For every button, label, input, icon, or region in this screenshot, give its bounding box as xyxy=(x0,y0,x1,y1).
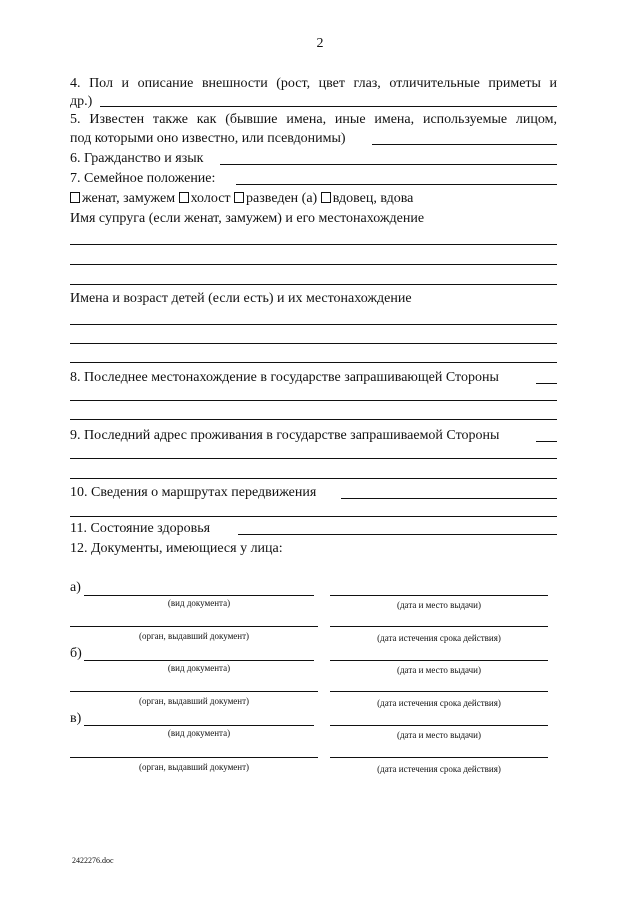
item7-label: 7. Семейное положение: xyxy=(70,171,216,186)
children-line-1[interactable] xyxy=(70,324,557,325)
item12-label: 12. Документы, имеющиеся у лица: xyxy=(70,541,283,556)
page-number: 2 xyxy=(316,36,324,51)
doc-c-type-caption: (вид документа) xyxy=(167,728,231,738)
married-label: женат, замужем xyxy=(82,191,176,206)
item8-label: 8. Последнее местонахождение в государстве запрашивающей Стороны xyxy=(70,370,499,385)
doc-c-type-line[interactable] xyxy=(84,725,314,726)
item4-line1: 4. Пол и описание внешности (рост, цвет глаз, отличительные приметы и xyxy=(70,76,557,91)
single-label: холост xyxy=(190,191,231,206)
item9-answer-line[interactable] xyxy=(536,441,557,442)
doc-b-expiry-line[interactable] xyxy=(330,691,548,692)
children-label: Имена и возраст детей (если есть) и их местонахождение xyxy=(70,291,412,306)
doc-c-expiry-line[interactable] xyxy=(330,757,548,758)
spouse-line-2[interactable] xyxy=(70,264,557,265)
doc-b-issue-caption: (дата и место выдачи) xyxy=(396,665,481,675)
divorced-checkbox[interactable] xyxy=(234,192,244,203)
doc-c-authority-line[interactable] xyxy=(70,757,318,758)
doc-b-authority-line[interactable] xyxy=(70,691,318,692)
item10-line-2[interactable] xyxy=(70,516,557,517)
item8-line-2[interactable] xyxy=(70,400,557,401)
doc-c-expiry-caption: (дата истечения срока действия) xyxy=(377,764,501,774)
doc-c-marker: в) xyxy=(70,711,82,726)
doc-c-issue-caption: (дата и место выдачи) xyxy=(396,730,481,740)
doc-b-marker: б) xyxy=(70,646,82,661)
item5-answer-line[interactable] xyxy=(372,144,557,145)
item9-line-2[interactable] xyxy=(70,458,557,459)
single-checkbox[interactable] xyxy=(179,192,189,203)
item7-answer-line[interactable] xyxy=(236,184,557,185)
doc-b-type-caption: (вид документа) xyxy=(167,663,231,673)
item8-line-3[interactable] xyxy=(70,419,557,420)
doc-c-authority-caption: (орган, выдавший документ) xyxy=(138,762,250,772)
doc-b-issue-line[interactable] xyxy=(330,660,548,661)
item10-label: 10. Сведения о маршрутах передвижения xyxy=(70,485,317,500)
item11-label: 11. Состояние здоровья xyxy=(70,521,211,536)
doc-a-type-line[interactable] xyxy=(84,595,314,596)
doc-a-authority-caption: (орган, выдавший документ) xyxy=(138,631,250,641)
item11-answer-line[interactable] xyxy=(238,534,557,535)
footer-filename: 2422276.doc xyxy=(72,856,114,865)
item8-answer-line[interactable] xyxy=(536,383,557,384)
doc-a-expiry-line[interactable] xyxy=(330,626,548,627)
divorced-label: разведен (а) xyxy=(246,191,318,206)
item4-answer-line[interactable] xyxy=(100,106,557,107)
item4-line2: др.) xyxy=(70,94,93,109)
doc-c-issue-line[interactable] xyxy=(330,725,548,726)
married-checkbox[interactable] xyxy=(70,192,80,203)
doc-a-issue-caption: (дата и место выдачи) xyxy=(396,600,481,610)
item5-line1: 5. Известен также как (бывшие имена, иные имена, используемые лицом, xyxy=(70,112,557,127)
marital-options xyxy=(70,190,413,208)
doc-a-marker: а) xyxy=(70,580,81,595)
doc-a-expiry-caption: (дата истечения срока действия) xyxy=(377,633,501,643)
doc-b-expiry-caption: (дата истечения срока действия) xyxy=(377,698,501,708)
widowed-checkbox[interactable] xyxy=(321,192,331,203)
item10-answer-line[interactable] xyxy=(341,498,557,499)
item9-line-3[interactable] xyxy=(70,478,557,479)
doc-a-type-caption: (вид документа) xyxy=(167,598,231,608)
item9-label: 9. Последний адрес проживания в государстве запрашиваемой Стороны xyxy=(70,428,500,443)
doc-a-authority-line[interactable] xyxy=(70,626,318,627)
doc-b-type-line[interactable] xyxy=(84,660,314,661)
item6-label: 6. Гражданство и язык xyxy=(70,151,204,166)
spouse-line-3[interactable] xyxy=(70,284,557,285)
spouse-label: Имя супруга (если женат, замужем) и его местонахождение xyxy=(70,211,425,226)
widowed-label: вдовец, вдова xyxy=(332,191,414,206)
doc-a-issue-line[interactable] xyxy=(330,595,548,596)
children-line-3[interactable] xyxy=(70,362,557,363)
item6-answer-line[interactable] xyxy=(220,164,557,165)
children-line-2[interactable] xyxy=(70,343,557,344)
item5-line2: под которыми оно известно, или псевдонимы) xyxy=(70,131,346,146)
doc-b-authority-caption: (орган, выдавший документ) xyxy=(138,696,250,706)
spouse-line-1[interactable] xyxy=(70,244,557,245)
